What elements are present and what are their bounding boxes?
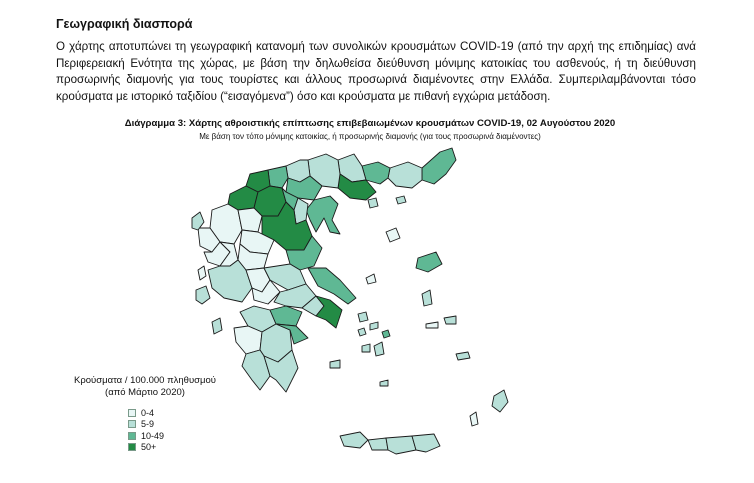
region-karpathos bbox=[470, 412, 478, 426]
region-mykonos bbox=[382, 330, 390, 338]
map-legend bbox=[70, 375, 230, 453]
region-lefkada bbox=[198, 266, 206, 280]
legend-label: 50+ bbox=[141, 442, 157, 453]
legend-title-line2: (από Μάρτιο 2020) bbox=[105, 387, 185, 398]
region-ikaria bbox=[426, 322, 438, 328]
region-skyros bbox=[366, 274, 376, 284]
region-santorini bbox=[380, 380, 388, 386]
greece-choropleth-map bbox=[190, 140, 550, 480]
legend-title-line1: Κρούσματα / 100.000 πληθυσμού bbox=[74, 375, 216, 386]
region-pella bbox=[268, 166, 288, 188]
region-lesvos bbox=[416, 252, 442, 272]
region-thrace-central bbox=[388, 162, 422, 188]
legend-label: 10-49 bbox=[141, 430, 165, 441]
legend-item bbox=[128, 430, 230, 442]
description-paragraph: Ο χάρτης αποτυπώνει τη γεωγραφική κατανομή των συνολικών κρουσμάτων COVID-19 (από την αρχή της επιδημίας) ανά Περιφερειακή Ενότητα της χώρας, με βάση την δηλωθείσα διεύθυνση μόνιμης κατοικίας του ασθενούς, ή τη διεύθυνση προσωρινής διαμονής για τους τουρίστες και άλλους προσωρινά διαμένοντες στην Ελλάδα. Συμπεριλαμβάνονται τόσο κρούσματα με ιστορικό ταξιδίου (“εισαγόμενα”) όσο και κρούσματα με πιθανή εγχώρια μετάδοση. bbox=[56, 40, 696, 103]
section-heading: Γεωγραφική διασπορά bbox=[56, 17, 193, 31]
region-heraklion bbox=[386, 436, 416, 454]
figure-subtitle: Με βάση τον τόπο μόνιμης κατοικίας, ή προσωρινής διαμονής (για τους προσωρινά διαμένοντες) bbox=[199, 132, 541, 141]
region-rethymno bbox=[368, 438, 388, 450]
region-samos bbox=[444, 316, 456, 324]
legend-item bbox=[128, 442, 230, 454]
region-thasos bbox=[368, 198, 378, 208]
region-chios bbox=[422, 290, 432, 306]
region-tinos bbox=[370, 322, 378, 330]
region-paros bbox=[362, 344, 370, 352]
region-lemnos bbox=[386, 228, 400, 242]
region-syros bbox=[358, 328, 366, 336]
region-kos bbox=[456, 352, 470, 360]
figure-title: Διάγραμμα 3: Χάρτης αθροιστικής επίπτωσης επιβεβαιωμένων κρουσμάτων COVID-19, 02 Αυγούστου 2020 bbox=[124, 118, 616, 129]
region-samothraki bbox=[396, 196, 406, 204]
region-milos bbox=[330, 360, 340, 368]
legend-swatch-5-9 bbox=[128, 420, 136, 428]
legend-label: 0-4 bbox=[141, 407, 155, 418]
region-kefalonia bbox=[196, 286, 210, 304]
legend-title bbox=[70, 375, 220, 399]
region-chalkidiki bbox=[306, 196, 340, 234]
region-corfu bbox=[192, 212, 204, 230]
region-lasithi bbox=[412, 434, 440, 452]
legend-swatch-10-49 bbox=[128, 432, 136, 440]
legend-label: 5-9 bbox=[141, 419, 155, 430]
region-attica bbox=[316, 296, 342, 328]
region-naxos bbox=[374, 342, 384, 356]
region-rhodes bbox=[492, 390, 508, 412]
legend-item bbox=[128, 407, 230, 419]
region-thrace-east bbox=[422, 148, 456, 184]
legend-swatch-50-plus bbox=[128, 443, 136, 451]
region-ilia bbox=[234, 326, 262, 354]
region-andros bbox=[358, 312, 368, 322]
region-chania bbox=[340, 432, 368, 448]
region-zakynthos bbox=[212, 318, 222, 334]
legend-swatch-0-4 bbox=[128, 409, 136, 417]
legend-item bbox=[128, 419, 230, 431]
